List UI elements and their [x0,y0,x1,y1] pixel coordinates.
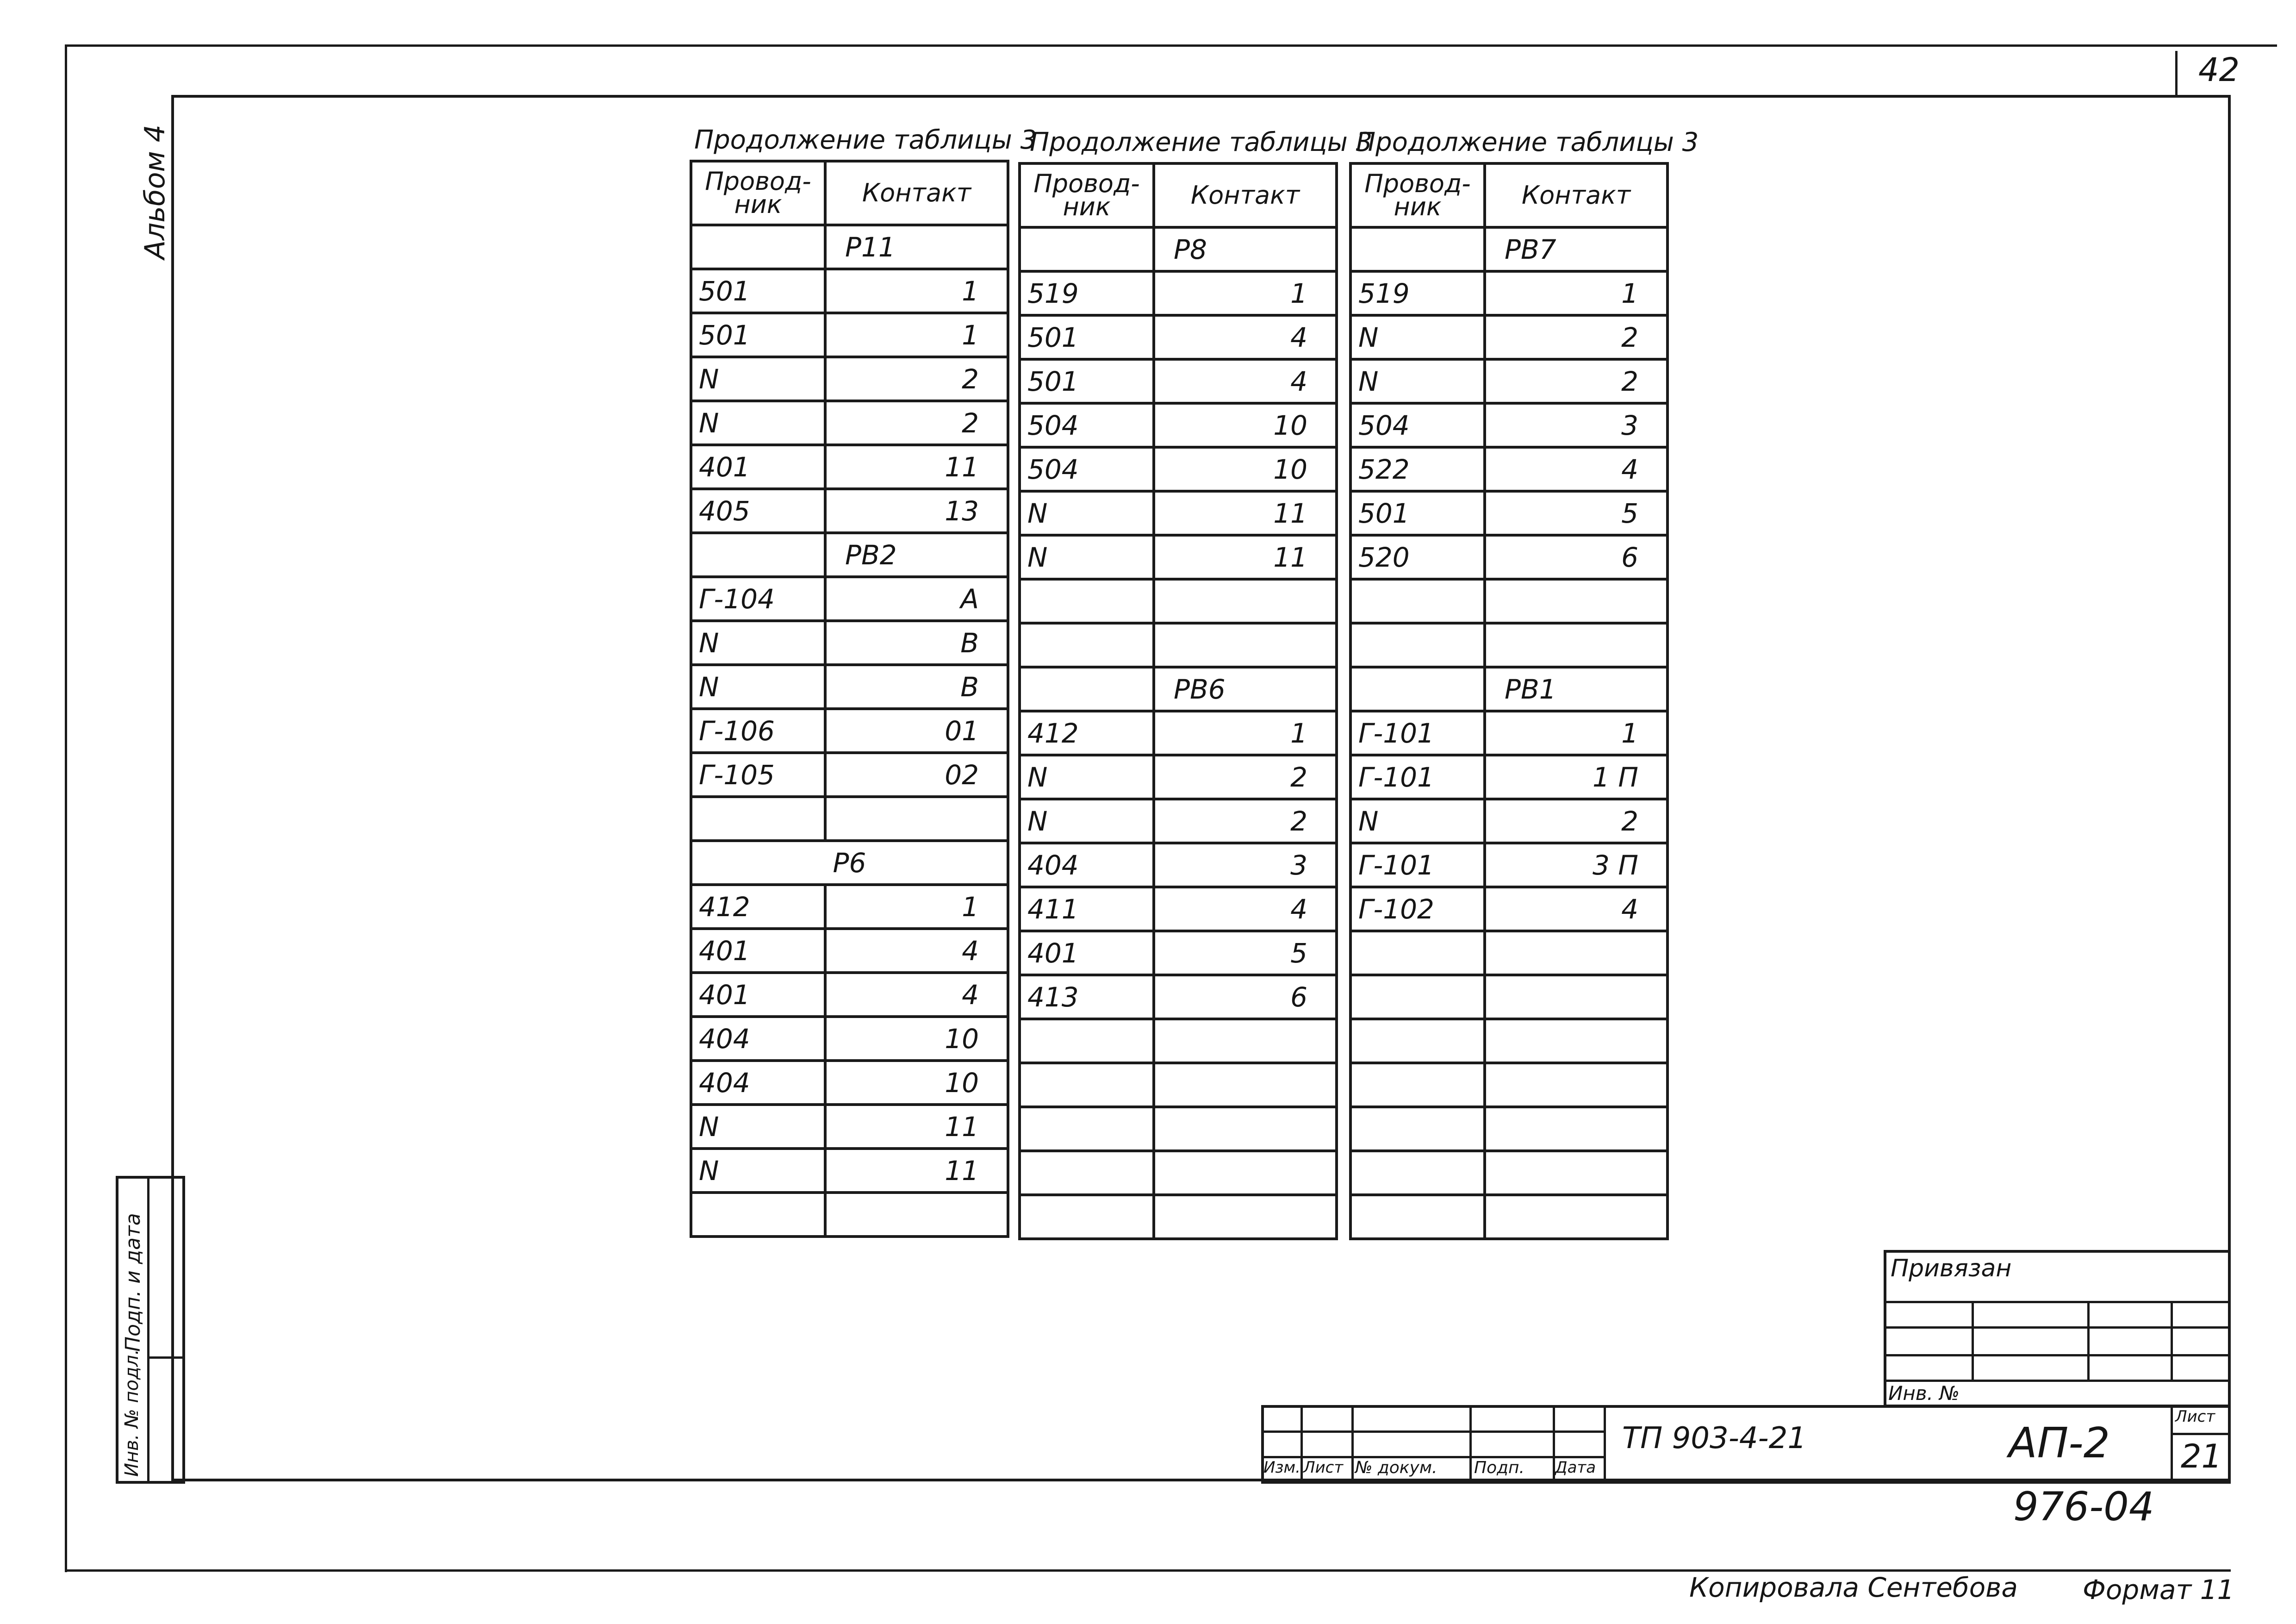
group-heading: РВ6 [1154,667,1337,711]
table-row [1020,843,1337,887]
table-row [691,929,1008,973]
tb-col-date: Дата [1555,1458,1596,1477]
binding-vline-3 [2171,1301,2173,1380]
conductor-cell: N [691,1149,825,1193]
conductor-cell: 501 [691,269,825,313]
table-row [1350,711,1668,755]
table-row [1350,359,1668,403]
contact-cell: 4 [1485,887,1668,931]
contact-cell: 1 [825,313,1008,357]
table-header-row [691,161,1008,225]
page-number: 42 [2198,51,2240,89]
contact-cell: 3 [1154,843,1337,887]
contact-cell: 10 [825,1061,1008,1105]
contact-cell: 1 [1485,711,1668,755]
table-row [1350,799,1668,843]
contact-cell: В [825,665,1008,709]
table-row [1020,1019,1337,1063]
contact-cell: 10 [825,1017,1008,1061]
table-row [1350,623,1668,667]
side-stamp-divider-h [147,1356,185,1359]
table-row [1020,1151,1337,1195]
contact-cell: 11 [825,1105,1008,1149]
table-row [1020,1063,1337,1107]
contact-cell: 2 [825,401,1008,445]
table-row [691,621,1008,665]
binding-line-2 [1884,1326,2231,1329]
conductor-cell [1350,975,1485,1019]
conductor-cell: Г-101 [1350,843,1485,887]
conductor-cell: 404 [691,1017,825,1061]
contact-cell: 2 [1154,755,1337,799]
table-row [1020,799,1337,843]
table-row [1350,1151,1668,1195]
binding-vline-2 [2087,1301,2090,1380]
contact-cell: 10 [1154,403,1337,447]
contact-cell: 11 [825,1149,1008,1193]
side-stamp-divider-v [147,1176,149,1484]
conductor-cell: 401 [1020,931,1154,975]
contact-cell: 5 [1485,491,1668,535]
conductor-cell: Г-101 [1350,711,1485,755]
conductor-cell [1350,227,1485,271]
table-row [691,533,1008,577]
wiring-table [1349,162,1669,1240]
table-row [1020,579,1337,623]
table-row [691,401,1008,445]
conductor-cell [1350,931,1485,975]
conductor-cell: Г-104 [691,577,825,621]
conductor-cell: 519 [1350,271,1485,315]
table-row [691,357,1008,401]
table-row [691,665,1008,709]
table-row [691,753,1008,797]
contact-cell: 11 [1154,535,1337,579]
conductor-cell [1020,1195,1154,1239]
contact-cell [825,1193,1008,1237]
contact-cell: 4 [1485,447,1668,491]
table-row [691,313,1008,357]
conductor-cell: 519 [1020,271,1154,315]
conductor-cell [1350,623,1485,667]
group-heading: Р8 [1154,227,1337,271]
table-row [1350,227,1668,271]
archive-number: 976-04 [2013,1484,2154,1530]
conductor-cell: 411 [1020,887,1154,931]
conductor-cell: 401 [691,929,825,973]
table-row [691,1061,1008,1105]
table-row [691,709,1008,753]
table-row [1350,843,1668,887]
binding-line-1 [1884,1301,2231,1303]
contact-cell [1485,1195,1668,1239]
contact-cell: 1 [1154,271,1337,315]
table-row [1350,315,1668,359]
conductor-cell: N [1020,535,1154,579]
conductor-cell: N [691,621,825,665]
footer-copied: Копировала Сентебова [1689,1572,2018,1603]
title-block-col2 [1351,1405,1354,1484]
conductor-cell: 412 [691,885,825,929]
title-block-sheet-h [2171,1433,2231,1435]
contact-cell [1485,975,1668,1019]
table-row [1020,403,1337,447]
group-heading: Р6 [691,841,1008,885]
contact-cell [1154,1107,1337,1151]
conductor-cell [1350,1151,1485,1195]
header-contact: Контакт [1485,163,1668,227]
tb-designation: ТП 903-4-21 [1622,1421,1807,1455]
conductor-cell: N [691,401,825,445]
header-conductor: Провод- ник [691,161,825,225]
table-row [1350,1019,1668,1063]
conductor-cell [1020,1019,1154,1063]
table-row [1350,975,1668,1019]
table-row [691,1017,1008,1061]
conductor-cell [1020,623,1154,667]
table-row [691,1149,1008,1193]
table-row [1020,447,1337,491]
binding-vline-1 [1972,1301,1974,1380]
conductor-cell: N [1350,315,1485,359]
table-header-row [1020,163,1337,227]
table-row [1350,887,1668,931]
group-heading: Р11 [825,225,1008,269]
conductor-cell: 405 [691,489,825,533]
table-row [1020,931,1337,975]
table-row [1020,227,1337,271]
table-header-row [1350,163,1668,227]
conductor-cell [1020,1063,1154,1107]
table-row [691,797,1008,841]
contact-cell: 01 [825,709,1008,753]
contact-cell [1154,1019,1337,1063]
album-label: Альбом 4 [139,125,171,259]
conductor-cell [1020,579,1154,623]
table-caption: Продолжение таблицы 3 [1030,127,1373,157]
group-heading: РВ7 [1485,227,1668,271]
conductor-cell: 412 [1020,711,1154,755]
table-row [1350,535,1668,579]
binding-inv: Инв. № [1888,1382,1960,1405]
table-row [691,445,1008,489]
conductor-cell: 404 [1020,843,1154,887]
tb-col-sign: Подп. [1474,1458,1524,1477]
table-row [1350,447,1668,491]
contact-cell: 1 П [1485,755,1668,799]
contact-cell: 4 [1154,359,1337,403]
conductor-cell [691,533,825,577]
table-row [1020,491,1337,535]
binding-title: Привязан [1891,1255,2012,1282]
header-conductor: Провод- ник [1020,163,1154,227]
wiring-table [690,160,1009,1238]
contact-cell: В [825,621,1008,665]
contact-cell: 6 [1485,535,1668,579]
contact-cell [1154,579,1337,623]
table-row [1020,1107,1337,1151]
contact-cell: 4 [1154,315,1337,359]
header-contact: Контакт [825,161,1008,225]
table-row [1020,1195,1337,1239]
title-block-col1 [1300,1405,1303,1484]
title-block-sheet-v [2171,1405,2173,1484]
conductor-cell: 501 [1020,315,1154,359]
conductor-cell: N [1350,359,1485,403]
table-row [1350,403,1668,447]
contact-cell [1485,579,1668,623]
table-row [691,225,1008,269]
table-row [1020,887,1337,931]
table-row [1350,271,1668,315]
conductor-cell: 501 [691,313,825,357]
contact-cell: 6 [1154,975,1337,1019]
conductor-cell: 501 [1020,359,1154,403]
contact-cell [1485,1063,1668,1107]
binding-line-3 [1884,1354,2231,1356]
contact-cell: 3 П [1485,843,1668,887]
footer-format: Формат 11 [2083,1574,2234,1605]
table-row [691,1193,1008,1237]
contact-cell [825,797,1008,841]
conductor-cell [1020,667,1154,711]
group-heading: РВ2 [825,533,1008,577]
conductor-cell [691,797,825,841]
conductor-cell: 504 [1350,403,1485,447]
title-block-col3 [1469,1405,1472,1484]
table-row [1350,1107,1668,1151]
table-row [1350,931,1668,975]
conductor-cell: N [691,357,825,401]
table-row [691,1105,1008,1149]
table-row [1020,359,1337,403]
group-heading: РВ1 [1485,667,1668,711]
contact-cell: 2 [1154,799,1337,843]
table-row [691,269,1008,313]
table-row [691,885,1008,929]
table-row [1020,667,1337,711]
conductor-cell [1020,1151,1154,1195]
table-row [1020,975,1337,1019]
table-row [691,973,1008,1017]
conductor-cell [1350,1107,1485,1151]
table-row [1020,535,1337,579]
table-row [1350,667,1668,711]
contact-cell [1485,1151,1668,1195]
conductor-cell: N [1350,799,1485,843]
tb-col-izm: Изм. [1263,1458,1300,1477]
conductor-cell: 501 [1350,491,1485,535]
conductor-cell [1350,579,1485,623]
contact-cell [1154,1195,1337,1239]
table-row [1020,315,1337,359]
contact-cell: 2 [825,357,1008,401]
table-row [1350,491,1668,535]
header-conductor: Провод- ник [1350,163,1485,227]
contact-cell: 11 [1154,491,1337,535]
table-row [691,577,1008,621]
conductor-cell: Г-101 [1350,755,1485,799]
table-row [1020,623,1337,667]
contact-cell: 1 [1154,711,1337,755]
conductor-cell [1350,1063,1485,1107]
conductor-cell: 401 [691,445,825,489]
conductor-cell [691,225,825,269]
contact-cell: 4 [1154,887,1337,931]
contact-cell: 2 [1485,359,1668,403]
table-row [1020,711,1337,755]
table-caption: Продолжение таблицы 3 [694,125,1037,155]
table-row [1350,755,1668,799]
conductor-cell: Г-102 [1350,887,1485,931]
side-stamp-sign-date: Подп. и дата [121,1213,145,1352]
conductor-cell: 401 [691,973,825,1017]
contact-cell: 02 [825,753,1008,797]
contact-cell: 1 [825,885,1008,929]
table-caption: Продолжение таблицы 3 [1356,127,1699,157]
contact-cell: 1 [825,269,1008,313]
title-block-mid-v [1604,1405,1606,1484]
conductor-cell [1020,227,1154,271]
conductor-cell [691,1193,825,1237]
contact-cell [1485,1019,1668,1063]
contact-cell: 2 [1485,315,1668,359]
tb-sheet-number: 21 [2181,1437,2222,1475]
contact-cell: 11 [825,445,1008,489]
conductor-cell: 504 [1020,403,1154,447]
table-row [1350,579,1668,623]
table-row [691,489,1008,533]
conductor-cell [1350,667,1485,711]
contact-cell [1485,1107,1668,1151]
table-row [1020,755,1337,799]
contact-cell: 5 [1154,931,1337,975]
conductor-cell [1350,1019,1485,1063]
contact-cell [1154,1063,1337,1107]
conductor-cell [1020,1107,1154,1151]
contact-cell [1154,623,1337,667]
contact-cell: 4 [825,973,1008,1017]
conductor-cell: N [1020,799,1154,843]
page-number-tick [2175,51,2178,95]
contact-cell: 1 [1485,271,1668,315]
wiring-table [1018,162,1338,1240]
contact-cell: 4 [825,929,1008,973]
conductor-cell: Г-106 [691,709,825,753]
conductor-cell: 520 [1350,535,1485,579]
tb-col-list: Лист [1303,1458,1344,1477]
conductor-cell: 413 [1020,975,1154,1019]
conductor-cell: 504 [1020,447,1154,491]
outer-frame-top [65,44,2277,47]
contact-cell [1154,1151,1337,1195]
contact-cell: 3 [1485,403,1668,447]
conductor-cell: N [691,665,825,709]
conductor-cell: N [1020,755,1154,799]
conductor-cell [1350,1195,1485,1239]
tb-sheet-label: Лист [2175,1407,2215,1426]
table-row [1020,271,1337,315]
conductor-cell: 404 [691,1061,825,1105]
table-row [1350,1195,1668,1239]
table-row [691,841,1008,885]
contact-cell [1485,623,1668,667]
conductor-cell: Г-105 [691,753,825,797]
contact-cell: А [825,577,1008,621]
contact-cell: 10 [1154,447,1337,491]
conductor-cell: 522 [1350,447,1485,491]
tb-sheet-code: АП-2 [2009,1419,2110,1468]
contact-cell: 13 [825,489,1008,533]
outer-frame-left [65,44,67,1572]
table-row [1350,1063,1668,1107]
header-contact: Контакт [1154,163,1337,227]
side-stamp-inv-no: Инв. № подл. [121,1349,143,1477]
contact-cell [1485,931,1668,975]
tb-col-doc: № докум. [1355,1458,1437,1477]
contact-cell: 2 [1485,799,1668,843]
conductor-cell: N [1020,491,1154,535]
conductor-cell: N [691,1105,825,1149]
